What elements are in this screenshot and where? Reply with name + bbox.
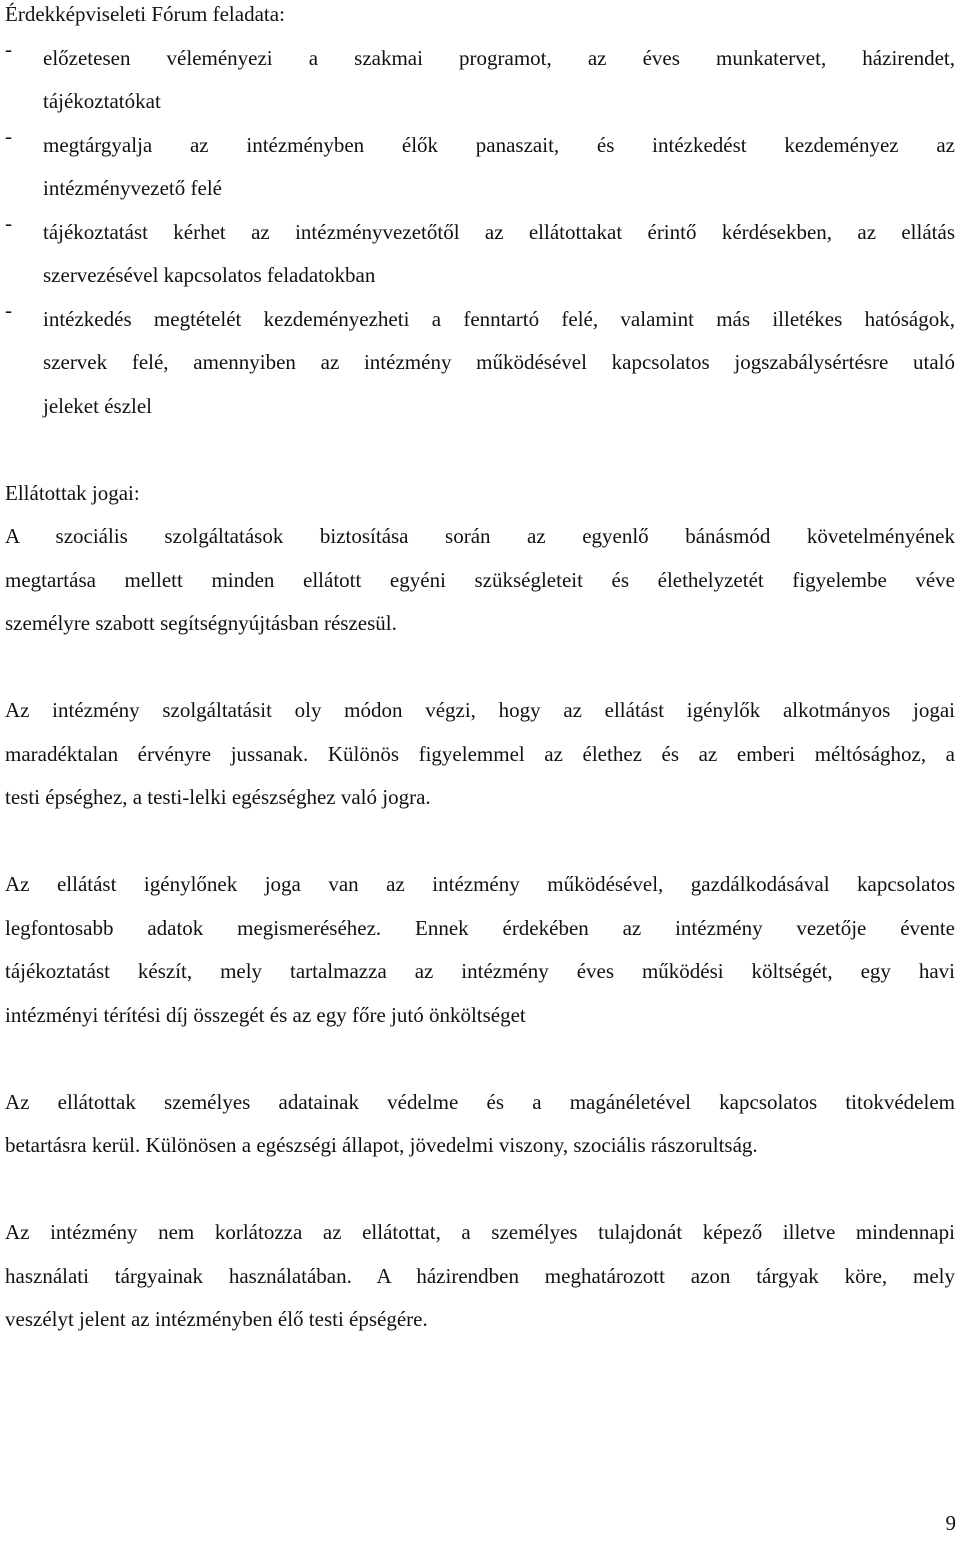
list-item-line: szervek felé, amennyiben az intézmény működésével kapcsolatos jogszabálysértésre utaló [43, 350, 955, 374]
paragraph [5, 1081, 955, 1168]
forum-list-item [5, 37, 955, 124]
paragraph [5, 689, 955, 820]
forum-heading: Érdekképviseleti Fórum feladata: [5, 2, 285, 26]
paragraph-line: Az intézmény nem korlátozza az ellátottat, a személyes tulajdonát képező illetve mindennapi [5, 1220, 955, 1244]
paragraph-line: Az intézmény szolgáltatásit oly módon végzi, hogy az ellátást igénylők alkotmányos jogai [5, 698, 955, 722]
list-item-line: tájékoztatást kérhet az intézményvezetőtől az ellátottakat érintő kérdésekben, az ellátás [43, 219, 955, 244]
paragraph-line: intézményi térítési díj összegét és az egy főre jutó önköltséget [5, 1002, 526, 1027]
paragraph [5, 1211, 955, 1342]
list-item-line: szervezésével kapcsolatos feladatokban [43, 263, 376, 287]
paragraph [5, 515, 955, 646]
paragraph-line: használati tárgyainak használatában. A házirendben meghatározott azon tárgyak köre, mely [5, 1263, 955, 1288]
paragraph-line: Az ellátottak személyes adatainak védelme és a magánéletével kapcsolatos titokvédelem [5, 1089, 955, 1114]
paragraph-line: maradéktalan érvényre jussanak. Különös figyelemmel az élethez és az emberi méltósághoz, a [5, 741, 955, 766]
list-item-line: előzetesen véleményezi a szakmai programot, az éves munkatervet, házirendet, [43, 45, 955, 70]
list-item-line: intézményvezető felé [43, 176, 222, 200]
paragraph-line: legfontosabb adatok megismeréséhez. Ennek érdekében az intézmény vezetője évente [5, 915, 955, 940]
forum-list-item [5, 298, 955, 429]
list-dash: - [5, 123, 12, 148]
document-page [5, 0, 955, 1342]
list-dash: - [5, 210, 12, 235]
paragraph-line: testi épséghez, a testi-lelki egészséghez való jogra. [5, 785, 431, 809]
forum-list-item [5, 211, 955, 298]
list-item-line: tájékoztatókat [43, 89, 161, 113]
list-item-line: intézkedés megtételét kezdeményezheti a fenntartó felé, valamint más illetékes hatóságok, [43, 306, 955, 331]
rights-heading: Ellátottak jogai: [5, 480, 140, 505]
paragraph-line: megtartása mellett minden ellátott egyéni szükségleteit és élethelyzetét figyelembe véve [5, 567, 955, 592]
paragraph-line: Az ellátást igénylőnek joga van az intézmény működésével, gazdálkodásával kapcsolatos [5, 872, 955, 896]
list-item-line: jeleket észlel [43, 393, 153, 418]
list-item-line: megtárgyalja az intézményben élők panaszait, és intézkedést kezdeményez az [43, 132, 955, 157]
list-dash: - [5, 297, 12, 322]
paragraph [5, 863, 955, 1037]
page-number: 9 [945, 1511, 956, 1535]
list-dash: - [5, 36, 12, 61]
forum-list-item [5, 124, 955, 211]
paragraph-line: A szociális szolgáltatások biztosítása során az egyenlő bánásmód követelményének [5, 524, 955, 548]
paragraph-line: betartásra kerül. Különösen a egészségi állapot, jövedelmi viszony, szociális rászorultság. [5, 1133, 758, 1157]
paragraph-line: veszélyt jelent az intézményben élő testi épségére. [5, 1307, 428, 1331]
paragraph-line: tájékoztatást készít, mely tartalmazza az intézmény éves működési költségét, egy havi [5, 959, 955, 983]
paragraph-line: személyre szabott segítségnyújtásban részesül. [5, 611, 397, 635]
